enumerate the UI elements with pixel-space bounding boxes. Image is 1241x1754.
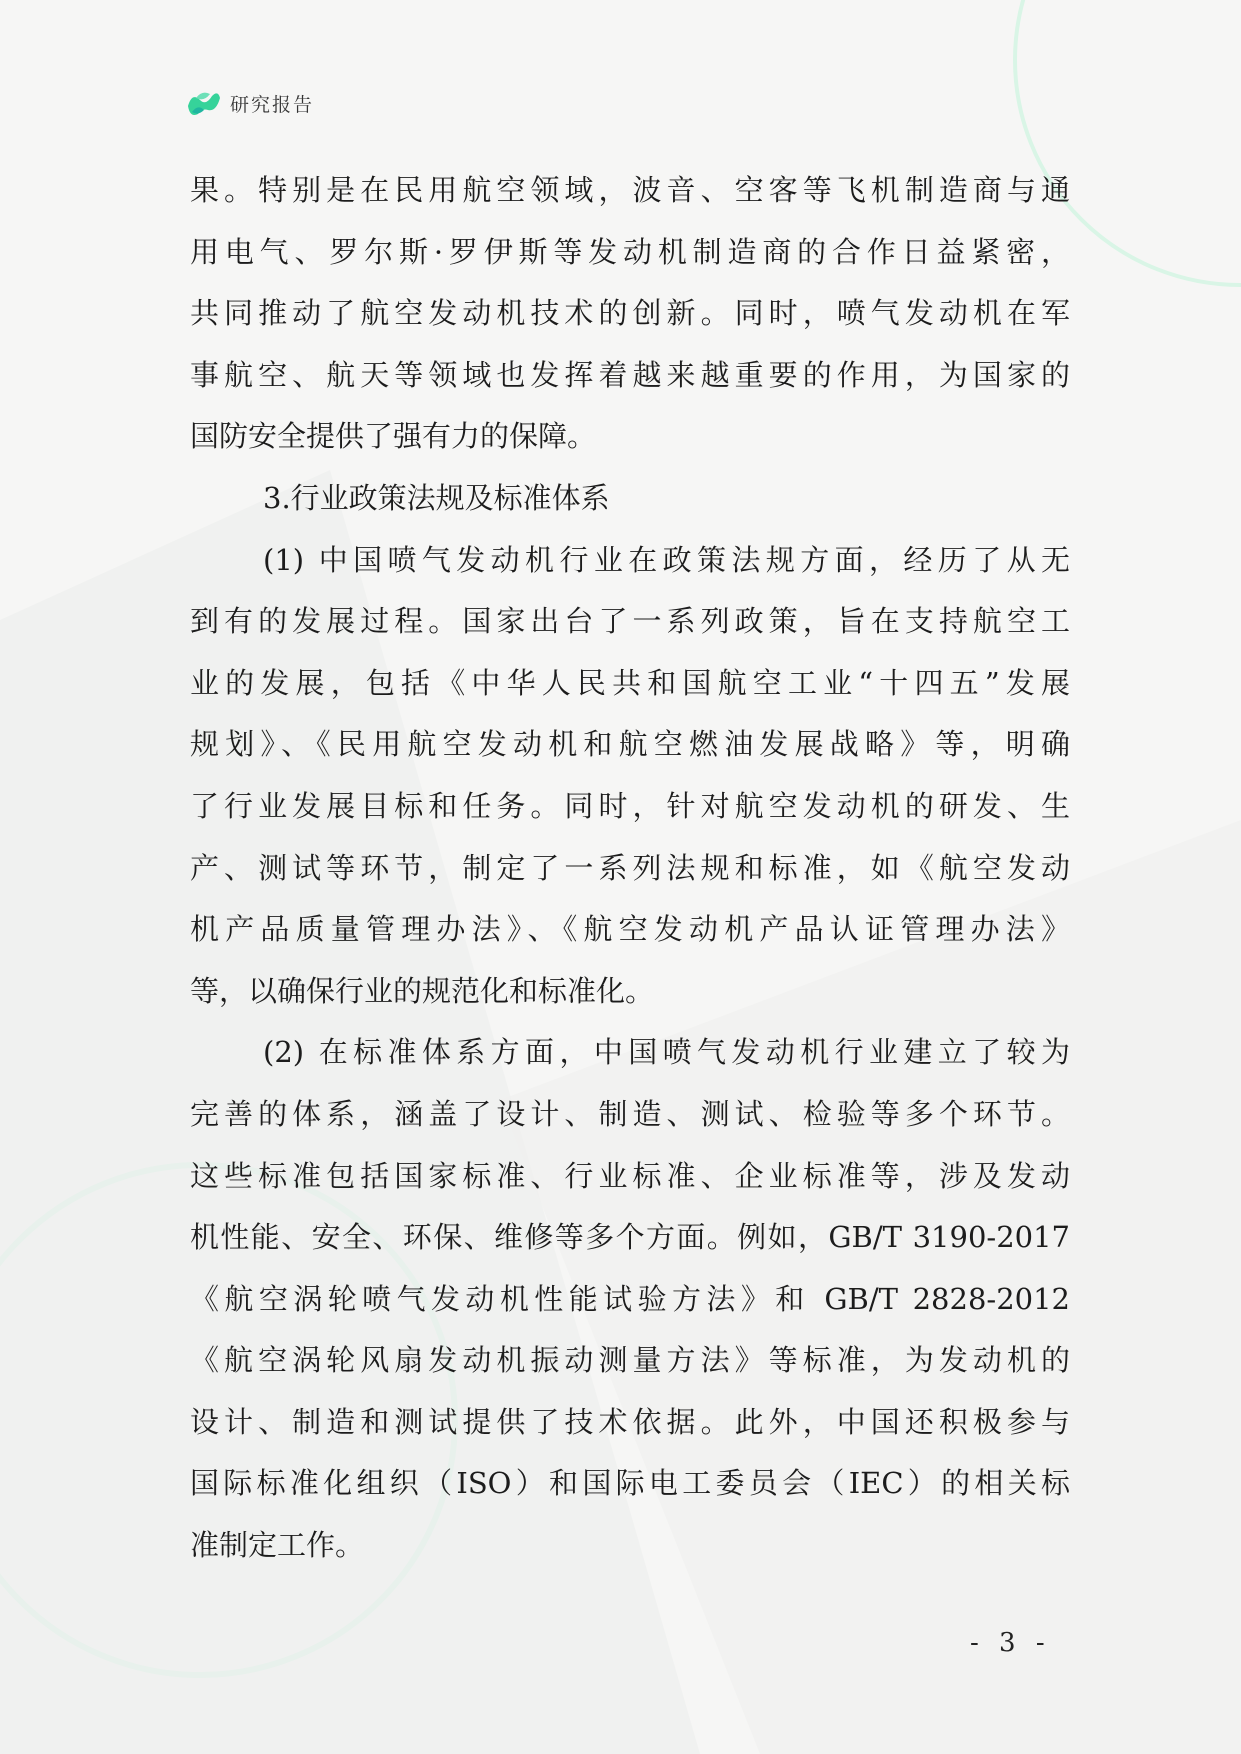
brand-logo-icon [186,88,222,118]
text-line: 用电气、罗尔斯·罗伊斯等发动机制造商的合作日益紧密， [190,234,1070,269]
text-line: 《航空涡轮风扇发动机振动测量方法》等标准，为发动机的 [190,1343,1070,1378]
body-text [190,160,1070,1577]
text-line: 这些标准包括国家标准、行业标准、企业标准等，涉及发动 [190,1158,1070,1193]
text-line: 等，以确保行业的规范化和标准化。 [190,973,655,1008]
text-line: 到有的发展过程。国家出台了一系列政策，旨在支持航空工 [190,604,1070,639]
text-line: 业的发展，包括《中华人民共和国航空工业“十四五”发展 [190,665,1070,700]
header-title: 研究报告 [230,93,315,116]
text-line: 规划》、《民用航空发动机和航空燃油发展战略》等，明确 [190,727,1070,762]
text-line: 完善的体系，涵盖了设计、制造、测试、检验等多个环节。 [190,1096,1070,1131]
text-line: 共同推动了航空发动机技术的创新。同时，喷气发动机在军 [190,296,1070,331]
text-line: (2) 在标准体系方面，中国喷气发动机行业建立了较为 [263,1035,1070,1070]
text-line: (1) 中国喷气发动机行业在政策法规方面，经历了从无 [263,542,1070,577]
text-line: 《航空涡轮喷气发动机性能试验方法》和 GB/T 2828-2012 [190,1281,1070,1316]
text-line: 了行业发展目标和任务。同时，针对航空发动机的研发、生 [190,788,1070,823]
text-line: 国际标准化组织（ISO）和国际电工委员会（IEC）的相关标 [190,1466,1070,1501]
text-line: 机性能、安全、环保、维修等多个方面。例如，GB/T 3190-2017 [190,1220,1070,1255]
report-header [186,88,314,118]
text-line: 国防安全提供了强有力的保障。 [190,419,597,454]
section-heading: 3.行业政策法规及标准体系 [263,480,610,515]
text-line: 事航空、航天等领域也发挥着越来越重要的作用，为国家的 [190,357,1070,392]
page-number: - 3 - [970,1628,1051,1658]
text-line: 设计、制造和测试提供了技术依据。此外，中国还积极参与 [190,1404,1070,1439]
text-line: 果。特别是在民用航空领域，波音、空客等飞机制造商与通 [190,173,1070,207]
text-line: 准制定工作。 [190,1528,365,1563]
text-line: 产、测试等环节，制定了一系列法规和标准，如《航空发动 [190,850,1070,885]
text-line: 机产品质量管理办法》、《航空发动机产品认证管理办法》 [190,912,1070,947]
